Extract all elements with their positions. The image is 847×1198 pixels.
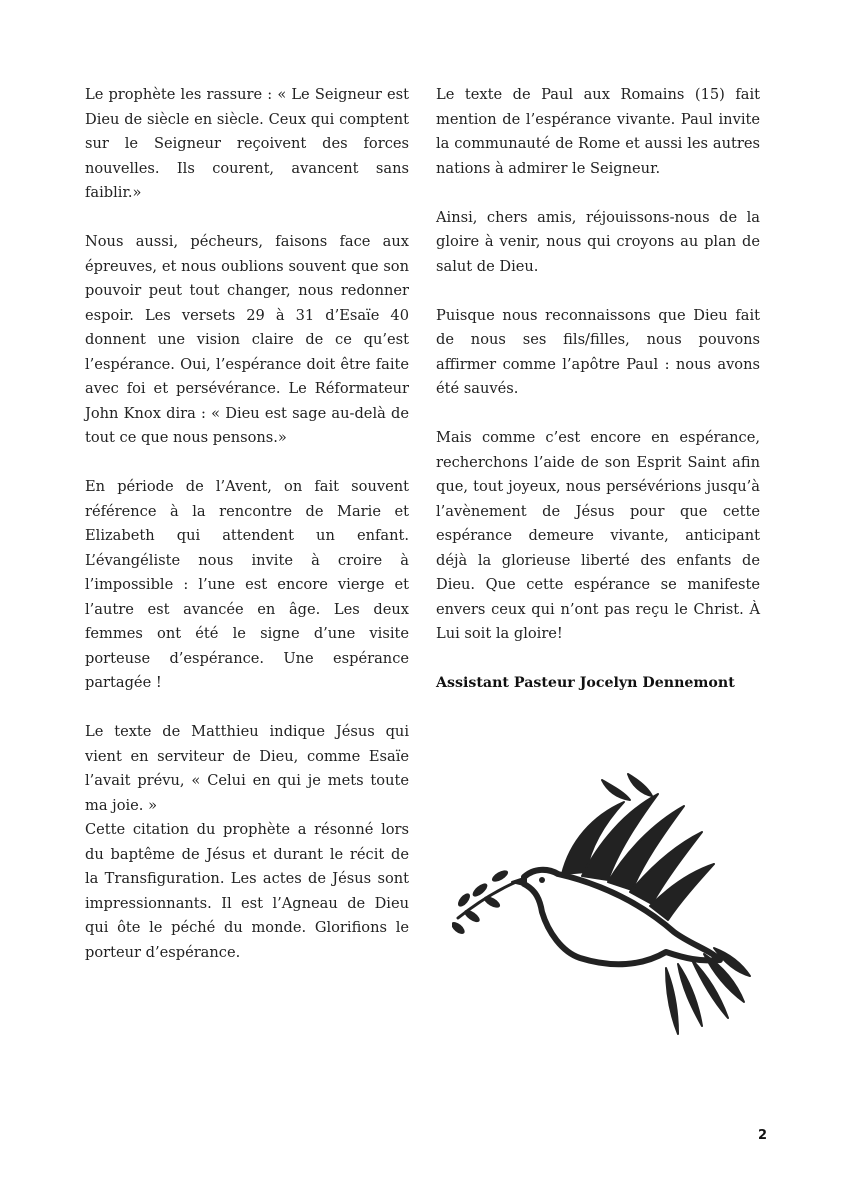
dove-with-olive-branch-icon [452, 772, 752, 1052]
paragraph-saved: Puisque nous reconnaissons que Dieu fait de nous ses fils/filles, nous pouvons affirmer comme l’apôtre Paul : nous avons été sauvés. [436, 306, 760, 397]
paragraph-advent: En période de l’Avent, on fait souvent référence à la rencontre de Marie et Elizabeth qui attendent un enfant. L’évangéliste nous invite à croire à l’impossible : l’une est encore vierge et l’autre est avancée en âge. Les deux femmes ont été le signe d’une visite porteuse d’espérance. Une espérance partagée ! [85, 478, 409, 691]
paragraph-rejoice: Ainsi, chers amis, réjouissons-nous de la gloire à venir, nous qui croyons au plan de salut de Dieu. [436, 208, 760, 275]
author-signature: Assistant Pasteur Jocelyn Dennemont [436, 675, 735, 691]
page-number: 2 [757, 1128, 767, 1143]
paragraph-holy-spirit: Mais comme c’est encore en espérance, recherchons l’aide de son Esprit Saint afin que, tout joyeux, nous persévérions jusqu’à l’avènement de Jésus pour que cette espérance demeure vivante, anticipant déjà la glorieuse liberté des enfants de Dieu. Que cette espérance se manifeste envers ceux qui n’ont pas reçu le Christ. À Lui soit la gloire! [436, 429, 760, 642]
right-column [436, 83, 760, 696]
paragraph-citation: Cette citation du prophète a résonné lors du baptême de Jésus et durant le récit de la Transfiguration. Les actes de Jésus sont impressionnants. Il est l’Agneau de Dieu qui ôte le péché du monde. Glorifions le porteur d’espérance. [85, 821, 409, 961]
left-column [85, 83, 409, 990]
paragraph-sinners-hope: Nous aussi, pécheurs, faisons face aux épreuves, et nous oublions souvent que son pouvoir peut tout changer, nous redonner espoir. Les versets 29 à 31 d’Esaïe 40 donnent une vision claire de ce qu’est l’espérance. Oui, l’espérance doit être faite avec foi et persévérance. Le Réformateur John Knox dira : « Dieu est sage au-delà de tout ce que nous pensons.» [85, 233, 409, 446]
paragraph-matthew: Le texte de Matthieu indique Jésus qui vient en serviteur de Dieu, comme Esaïe l’avait prévu, « Celui en qui je mets toute ma joie. » [85, 723, 409, 814]
paragraph-romans: Le texte de Paul aux Romains (15) fait mention de l’espérance vivante. Paul invite la communauté de Rome et aussi les autres nations à admirer le Seigneur. [436, 86, 760, 177]
paragraph-prophet-reassures: Le prophète les rassure : « Le Seigneur est Dieu de siècle en siècle. Ceux qui comptent sur le Seigneur reçoivent des forces nouvelles. Ils courent, avancent sans faiblir.» [85, 86, 409, 201]
